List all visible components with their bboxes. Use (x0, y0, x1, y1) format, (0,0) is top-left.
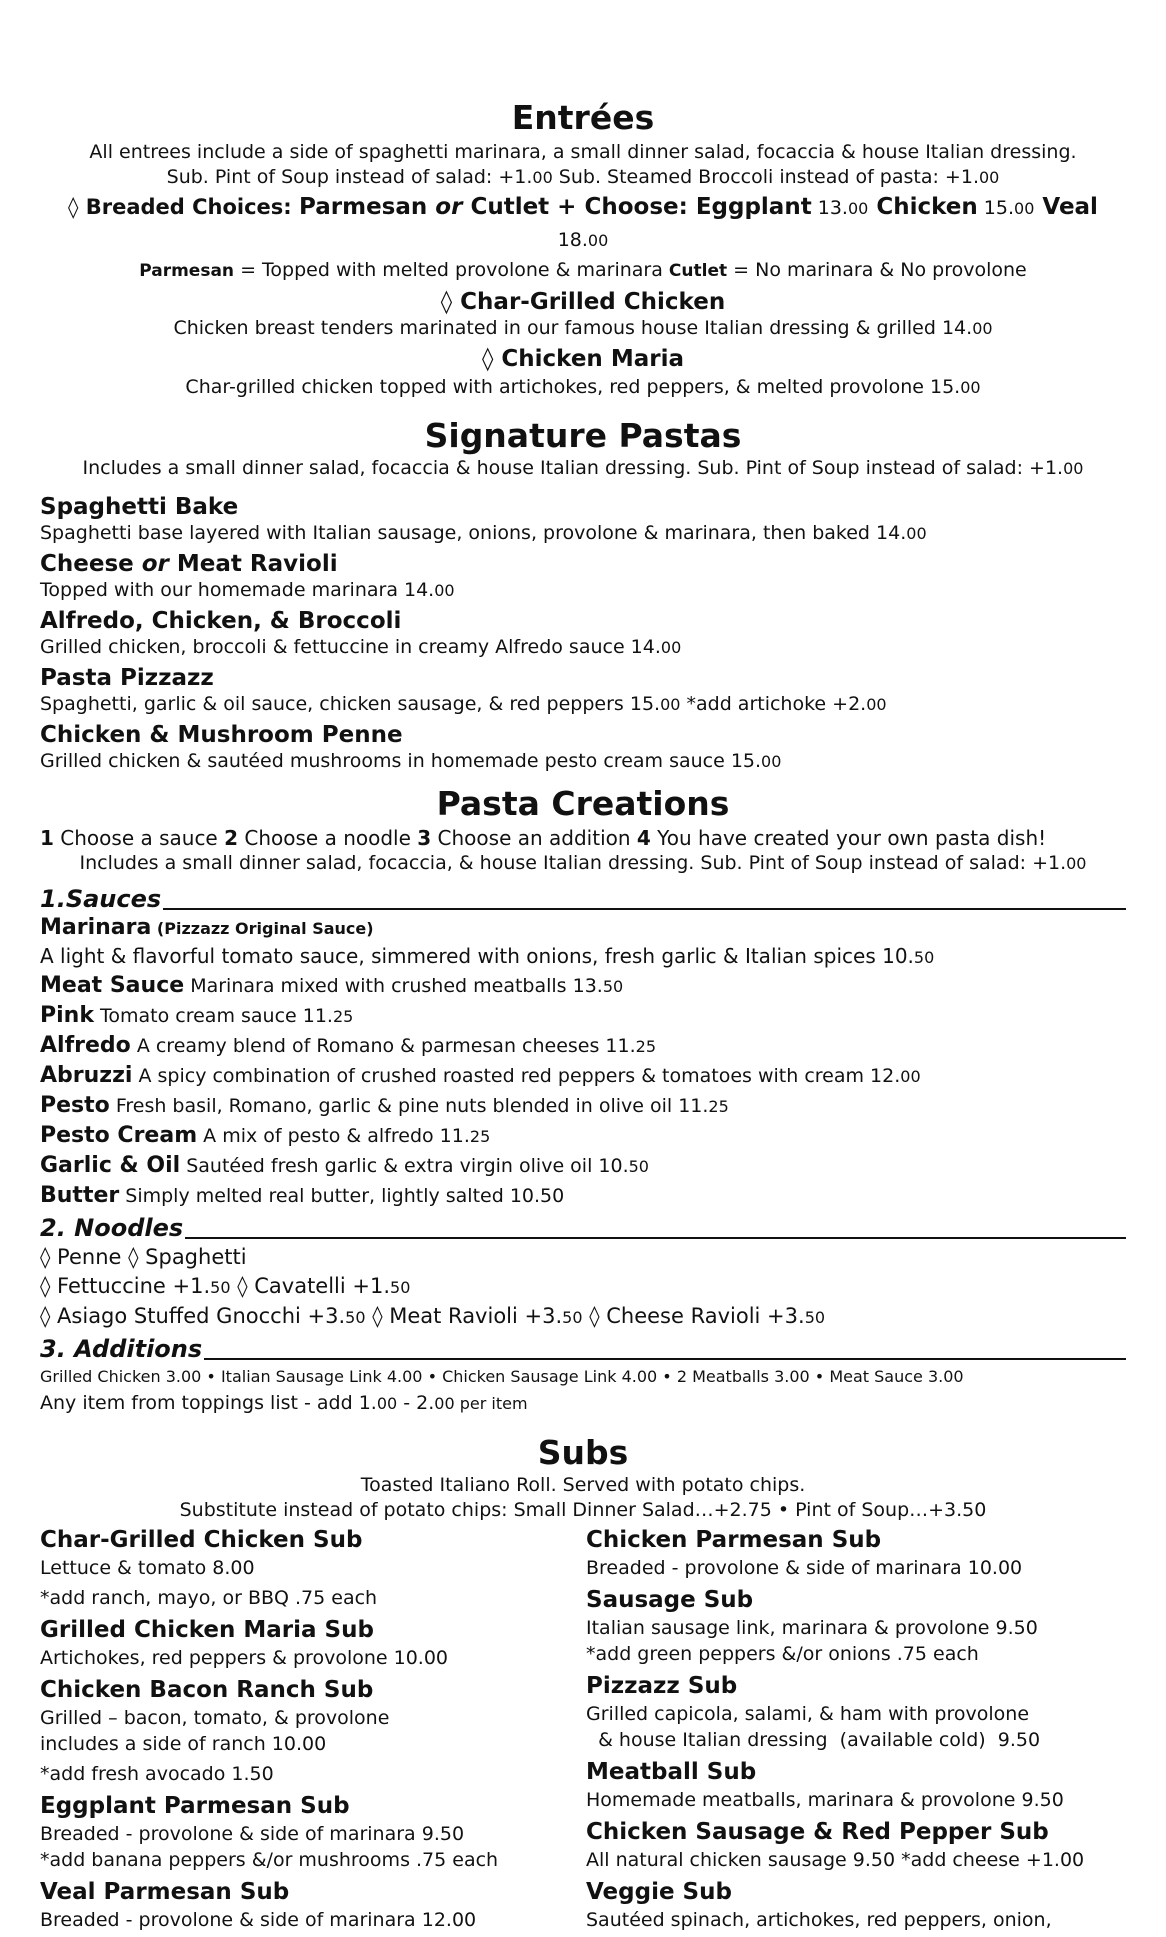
sub-title: Chicken Sausage & Red Pepper Sub (586, 1819, 1049, 1845)
additions-rule (204, 1358, 1126, 1360)
sub-desc: Breaded - provolone & side of marinara 10.00 (586, 1557, 1023, 1579)
pasta-pizzazz-desc: Spaghetti, garlic & oil sauce, chicken sausage, & red peppers 15.00 *add artichoke +2.00 (40, 693, 887, 715)
sauce-item: Butter Simply melted real butter, lightly salted 10.50 (40, 1183, 565, 1208)
chicken-maria-desc: Char-grilled chicken topped with artichokes, red peppers, & melted provolone 15.00 (185, 376, 981, 398)
noodle-line: ◊ Asiago Stuffed Gnocchi +3.50 ◊ Meat Ravioli +3.50 ◊ Cheese Ravioli +3.50 (40, 1304, 826, 1328)
noodle-line: ◊ Fettuccine +1.50 ◊ Cavatelli +1.50 (40, 1274, 411, 1298)
sub-desc: *add ranch, mayo, or BBQ .75 each (40, 1587, 378, 1609)
toppings-line: Any item from toppings list - add 1.00 - 2.00 per item (40, 1392, 528, 1414)
sub-title: Grilled Chicken Maria Sub (40, 1617, 374, 1643)
creation-steps: 1 Choose a sauce 2 Choose a noodle 3 Choose an addition 4 You have created your own pasta dish! (40, 826, 1047, 850)
signature-pastas-title: Signature Pastas (424, 416, 742, 455)
sub-title: Eggplant Parmesan Sub (40, 1793, 350, 1819)
sub-title: Veal Parmesan Sub (40, 1879, 290, 1905)
entrees-section (40, 0, 1126, 400)
entrees-subs-line: Sub. Pint of Soup instead of salad: +1.00 Sub. Steamed Broccoli instead of pasta: +1.00 (166, 166, 1000, 188)
noodles-rule (185, 1237, 1126, 1239)
parmesan-cutlet-definitions: Parmesan = Topped with melted provolone & marinara Cutlet = No marinara & No provolone (139, 259, 1027, 281)
noodles-heading: 2. Noodles (40, 1213, 1126, 1243)
sauces-heading: 1.Sauces (40, 884, 1126, 914)
pasta-creations-section (40, 784, 1126, 1417)
subs-substitute: Substitute instead of potato chips: Small Dinner Salad…+2.75 • Pint of Soup…+3.50 (179, 1499, 987, 1521)
marinara-desc: A light & flavorful tomato sauce, simmered with onions, fresh garlic & Italian spices 10.50 (40, 944, 935, 968)
chicken-maria-title: ◊ Chicken Maria (482, 346, 684, 372)
additions-heading: 3. Additions (40, 1334, 1126, 1364)
sauce-item: Garlic & Oil Sautéed fresh garlic & extra virgin olive oil 10.50 (40, 1153, 649, 1178)
sub-desc: & house Italian dressing (available cold) 9.50 (586, 1729, 1041, 1751)
sub-desc: Sautéed spinach, artichokes, red peppers, onion, (586, 1909, 1052, 1931)
subs-left-column (40, 1525, 580, 1937)
chargrilled-chicken-desc: Chicken breast tenders marinated in our famous house Italian dressing & grilled 14.00 (173, 317, 993, 339)
spaghetti-bake-desc: Spaghetti base layered with Italian sausage, onions, provolone & marinara, then baked 14.00 (40, 522, 927, 544)
subs-columns (40, 1525, 1126, 1937)
sub-title: Char-Grilled Chicken Sub (40, 1527, 363, 1553)
sauce-list (40, 971, 1126, 1211)
sub-desc: Homemade meatballs, marinara & provolone 9.50 (586, 1789, 1064, 1811)
noodle-line: ◊ Penne ◊ Spaghetti (40, 1245, 247, 1269)
signature-intro: Includes a small dinner salad, focaccia & house Italian dressing. Sub. Pint of Soup instead of salad: +1.00 (82, 457, 1084, 479)
entrees-title: Entrées (511, 98, 655, 137)
additions-line: Grilled Chicken 3.00 • Italian Sausage Link 4.00 • Chicken Sausage Link 4.00 • 2 Meatballs 3.00 • Meat Sauce 3.00 (40, 1367, 964, 1386)
sub-desc: Italian sausage link, marinara & provolone 9.50 (586, 1617, 1038, 1639)
sauce-item: Pesto Cream A mix of pesto & alfredo 11.25 (40, 1123, 491, 1148)
entrees-intro: All entrees include a side of spaghetti marinara, a small dinner salad, focaccia & house Italian dressing. (89, 141, 1077, 163)
sub-desc: Grilled capicola, salami, & ham with provolone (586, 1703, 1030, 1725)
sauce-item: Meat Sauce Marinara mixed with crushed meatballs 13.50 (40, 973, 624, 998)
subs-right-column (586, 1525, 1126, 1937)
sub-desc: Grilled – bacon, tomato, & provolone (40, 1707, 390, 1729)
sub-title: Chicken Bacon Ranch Sub (40, 1677, 374, 1703)
sub-title: Sausage Sub (586, 1587, 754, 1613)
sub-desc: *add banana peppers &/or mushrooms .75 each (40, 1849, 499, 1871)
chicken-mushroom-penne-desc: Grilled chicken & sautéed mushrooms in homemade pesto cream sauce 15.00 (40, 750, 782, 772)
sub-desc: includes a side of ranch 10.00 (40, 1733, 327, 1755)
sauce-item: Pink Tomato cream sauce 11.25 (40, 1003, 354, 1028)
sauce-item: Alfredo A creamy blend of Romano & parmesan cheeses 11.25 (40, 1033, 657, 1058)
sub-desc: Breaded - provolone & side of marinara 9.50 (40, 1823, 465, 1845)
signature-pastas-section (40, 416, 1126, 774)
subs-section (40, 1433, 1126, 1937)
sub-title: Chicken Parmesan Sub (586, 1527, 882, 1553)
sub-desc: Breaded - provolone & side of marinara 12.00 (40, 1909, 477, 1931)
spaghetti-bake-title: Spaghetti Bake (40, 494, 239, 520)
subs-title: Subs (537, 1433, 629, 1472)
sub-desc: Lettuce & tomato 8.00 (40, 1557, 255, 1579)
sub-title: Veggie Sub (586, 1879, 732, 1905)
sub-title: Pizzazz Sub (586, 1673, 738, 1699)
noodle-list (40, 1243, 1126, 1332)
sub-title: Meatball Sub (586, 1759, 757, 1785)
sub-desc: *add green peppers &/or onions .75 each (586, 1643, 979, 1665)
pasta-creations-title: Pasta Creations (436, 784, 730, 823)
sub-desc: Artichokes, red peppers & provolone 10.00 (40, 1647, 449, 1669)
alfredo-chicken-broccoli-desc: Grilled chicken, broccoli & fettuccine in creamy Alfredo sauce 14.00 (40, 636, 682, 658)
creations-intro: Includes a small dinner salad, focaccia, & house Italian dressing. Sub. Pint of Soup instead of salad: +1.00 (79, 852, 1087, 874)
marinara-title: Marinara (Pizzazz Original Sauce) (40, 915, 374, 940)
ravioli-title: Cheese or Meat Ravioli (40, 551, 338, 577)
chicken-mushroom-penne-title: Chicken & Mushroom Penne (40, 722, 403, 748)
breaded-choices-line: ◊ Breaded Choices: Parmesan or Cutlet + Choose: Eggplant 13.00 Chicken 15.00 Veal 18.00 (68, 194, 1098, 251)
subs-intro: Toasted Italiano Roll. Served with potato chips. (360, 1474, 806, 1496)
ravioli-desc: Topped with our homemade marinara 14.00 (40, 579, 455, 601)
sub-desc: *add fresh avocado 1.50 (40, 1763, 274, 1785)
pasta-pizzazz-title: Pasta Pizzazz (40, 665, 214, 691)
sauces-rule (163, 908, 1126, 910)
chargrilled-chicken-title: ◊ Char-Grilled Chicken (440, 289, 726, 315)
alfredo-chicken-broccoli-title: Alfredo, Chicken, & Broccoli (40, 608, 402, 634)
sauce-item: Pesto Fresh basil, Romano, garlic & pine nuts blended in olive oil 11.25 (40, 1093, 729, 1118)
sauce-item: Abruzzi A spicy combination of crushed roasted red peppers & tomatoes with cream 12.00 (40, 1063, 921, 1088)
sub-desc: All natural chicken sausage 9.50 *add cheese +1.00 (586, 1849, 1085, 1871)
